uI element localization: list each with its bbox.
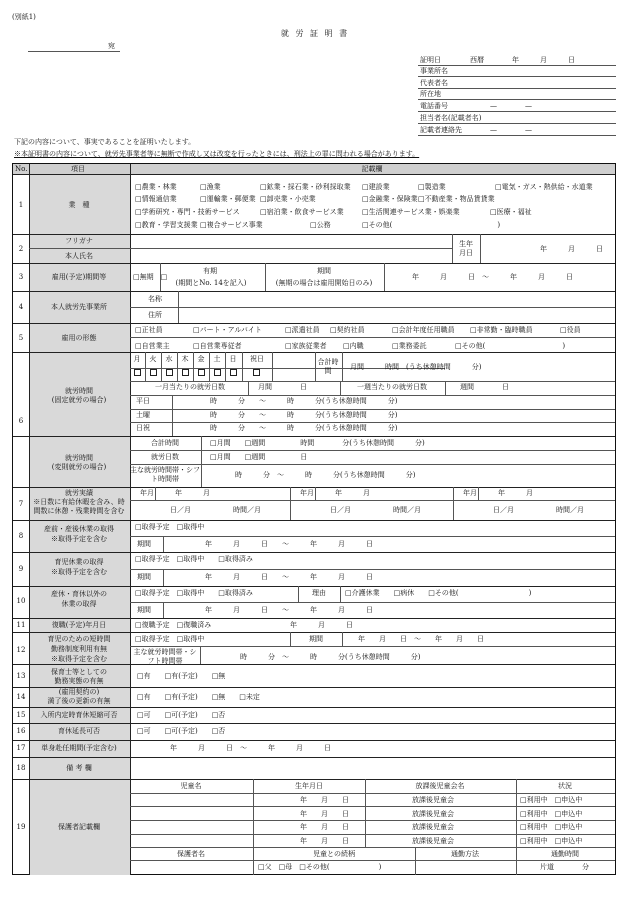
holiday-label: 祝日 bbox=[250, 355, 264, 363]
schedule-time-field[interactable]: 時 分 〜 時 分(うち休憩時間 分) bbox=[210, 397, 398, 405]
intro-text: 下記の内容について、事実であることを証明いたします。 bbox=[14, 138, 196, 146]
status-checkbox[interactable]: □利用中 □申込中 bbox=[520, 810, 583, 818]
period-field[interactable]: 年 月 日 〜 年 月 日 bbox=[205, 606, 373, 614]
row-label: 復職(予定)年月日 bbox=[51, 621, 107, 629]
industry-checkbox[interactable]: □生活関連サービス業・娯楽業 bbox=[362, 208, 460, 216]
weekday-label: 金 bbox=[197, 355, 205, 363]
employment-checkbox[interactable]: □パート・アルバイト bbox=[193, 326, 262, 334]
row-sublabel: 勤務実態の有無 bbox=[54, 677, 104, 685]
leave-extend-checkbox[interactable]: □可 □可(予定) □否 bbox=[137, 727, 226, 735]
variable-total-label: 合計時間 bbox=[151, 439, 179, 447]
row-number: 3 bbox=[18, 273, 24, 281]
renewal-checkbox[interactable]: □有 □有(予定) □無 □未定 bbox=[137, 693, 260, 701]
schedule-day-label: 日祝 bbox=[136, 424, 150, 432]
employment-checkbox[interactable]: □業務委託 bbox=[392, 342, 427, 350]
industry-checkbox[interactable]: □建設業 bbox=[362, 183, 390, 191]
actual-days-hours-field[interactable]: 日／月 時間／月 bbox=[170, 506, 261, 514]
row-number: 19 bbox=[16, 823, 26, 831]
employment-checkbox[interactable]: □契約社員 bbox=[330, 326, 365, 334]
row-number: 16 bbox=[16, 727, 26, 735]
row-label: 雇用の形態 bbox=[61, 334, 97, 342]
warning-text: ※本証明書の内容について、就労先事業者等に無断で作成し又は改変を行ったときには、刑法上の罪に問われる場合があります。 bbox=[14, 150, 420, 158]
variable-days-field[interactable]: □月間 □週間 日 bbox=[210, 453, 308, 461]
employment-checkbox[interactable]: □自営業専従者 bbox=[193, 342, 242, 350]
variable-band-field[interactable]: 時 分 〜 時 分(うち休憩時間 分) bbox=[235, 471, 416, 479]
return-checkbox[interactable]: □復職予定 □復職済み bbox=[135, 621, 212, 629]
industry-checkbox[interactable]: □卸売業・小売業 bbox=[260, 195, 316, 203]
weekday-label: 木 bbox=[181, 355, 189, 363]
weekday-checkbox[interactable] bbox=[182, 369, 190, 377]
row-label: 本人就労先事業所 bbox=[51, 303, 107, 311]
weekday-label: 月 bbox=[133, 355, 141, 363]
schedule-day-label: 土曜 bbox=[136, 411, 150, 419]
issuer-label: 所在地 bbox=[420, 90, 441, 98]
guardian-name-header: 保護者名 bbox=[177, 850, 205, 858]
period-field[interactable]: 年 月 日 〜 年 月 日 bbox=[205, 573, 373, 581]
row-number: 10 bbox=[16, 597, 26, 605]
club-name-header: 放課後児童会名 bbox=[415, 782, 465, 790]
industry-checkbox[interactable]: □鉱業・採石業・砂利採取業 bbox=[260, 183, 351, 191]
monthly-days-label: 一月当たりの就労日数 bbox=[155, 383, 225, 391]
period-label: 期間 bbox=[137, 606, 151, 614]
header-field: 記載欄 bbox=[361, 165, 383, 173]
child-dob-field[interactable]: 年 月 日 bbox=[300, 810, 349, 818]
other-leave-checkbox[interactable]: □取得予定 □取得中 □取得済み bbox=[135, 589, 253, 597]
industry-checkbox[interactable]: □宿泊業・飲食サービス業 bbox=[260, 208, 344, 216]
leave-shorten-checkbox[interactable]: □可 □可(予定) □否 bbox=[137, 711, 226, 719]
indefinite-checkbox[interactable]: □無期 □ bbox=[133, 273, 168, 281]
variable-total-field[interactable]: □月間 □週間 時間 分(うち休憩時間 分) bbox=[210, 439, 425, 447]
club-name-field[interactable]: 放課後児童会 bbox=[412, 810, 454, 818]
employment-checkbox[interactable]: □役員 bbox=[560, 326, 581, 334]
issuer-value-field[interactable]: 西暦 年 月 日 bbox=[470, 56, 575, 64]
short-band-label: 主な就労時間帯・シフト時間帯 bbox=[133, 648, 197, 665]
return-date-field[interactable]: 年 月 日 bbox=[290, 621, 353, 629]
total-hours-label: 合計時間 bbox=[317, 358, 339, 375]
row-label: 産前・産後休業の取得 bbox=[44, 525, 114, 533]
industry-checkbox[interactable]: □運輸業・郵便業 bbox=[200, 195, 256, 203]
club-name-field[interactable]: 放課後児童会 bbox=[412, 837, 454, 845]
weekday-label: 土 bbox=[213, 355, 221, 363]
nursery-staff-checkbox[interactable]: □有 □有(予定) □無 bbox=[137, 672, 226, 680]
industry-checkbox[interactable]: □不動産業・物品賃貸業 bbox=[418, 195, 495, 203]
weekday-checkbox[interactable] bbox=[230, 369, 238, 377]
row-label: 単身赴任期間(予定含む) bbox=[41, 744, 117, 752]
attachment-label: (別紙1) bbox=[12, 13, 36, 21]
weekday-label: 水 bbox=[165, 355, 173, 363]
row-number: 9 bbox=[18, 565, 24, 573]
club-name-field[interactable]: 放課後児童会 bbox=[412, 796, 454, 804]
weekly-days-field[interactable]: 週間 日 bbox=[460, 383, 509, 391]
row-number: 14 bbox=[16, 693, 26, 701]
dob-field[interactable]: 年 月 日 bbox=[540, 245, 603, 253]
row-number: 12 bbox=[16, 646, 26, 654]
issuer-value-field[interactable]: — — bbox=[490, 102, 532, 110]
industry-checkbox[interactable]: □医療・福祉 bbox=[490, 208, 532, 216]
row-number: 18 bbox=[16, 764, 26, 772]
row-label: 育児のための短時間 bbox=[47, 635, 111, 643]
issuer-label: 事業所名 bbox=[420, 67, 448, 75]
weekday-checkbox[interactable] bbox=[134, 369, 142, 377]
fixed-term-note: (期間とNo. 14を記入) bbox=[175, 279, 247, 287]
issuer-label: 証明日 bbox=[420, 56, 441, 64]
row-number: 7 bbox=[18, 500, 24, 508]
child-dob-field[interactable]: 年 月 日 bbox=[300, 823, 349, 831]
weekday-checkbox[interactable] bbox=[150, 369, 158, 377]
relation-checkbox[interactable]: □父 □母 □その他( ) bbox=[258, 863, 382, 871]
variable-days-label: 就労日数 bbox=[151, 453, 179, 461]
issuer-label: 代表者名 bbox=[420, 79, 448, 87]
weekday-checkbox[interactable] bbox=[166, 369, 174, 377]
workplace-address-label: 住所 bbox=[148, 311, 162, 319]
row-number: 4 bbox=[18, 303, 24, 311]
industry-checkbox[interactable]: □複合サービス事業 bbox=[200, 221, 263, 229]
row-label: 育休延長可否 bbox=[58, 727, 100, 735]
issuer-label: 記載者連絡先 bbox=[420, 126, 462, 134]
child-dob-header: 生年月日 bbox=[295, 782, 323, 790]
header-item: 項目 bbox=[71, 165, 85, 173]
row-number: 17 bbox=[16, 744, 26, 752]
row-number: 13 bbox=[16, 672, 26, 680]
workplace-name-label: 名称 bbox=[148, 295, 162, 303]
childcare-leave-checkbox[interactable]: □取得予定 □取得中 □取得済み bbox=[135, 555, 253, 563]
period-field[interactable]: 年 月 日 〜 年 月 日 bbox=[358, 635, 484, 643]
commute-time-field[interactable]: 片道 分 bbox=[540, 863, 589, 871]
status-header: 状況 bbox=[558, 782, 572, 790]
issuer-value-field[interactable]: — — bbox=[490, 126, 532, 134]
industry-checkbox[interactable]: □情報通信業 bbox=[135, 195, 177, 203]
row-label: 保護者記載欄 bbox=[58, 823, 100, 831]
short-band-field[interactable]: 時 分 〜 時 分(うち休憩時間 分) bbox=[240, 653, 421, 661]
weekday-checkbox[interactable] bbox=[198, 369, 206, 377]
row-sublabel: ※取得予定を含む bbox=[51, 535, 107, 543]
holiday-checkbox[interactable] bbox=[253, 369, 261, 377]
row-number: 15 bbox=[16, 711, 26, 719]
document-title: 就 労 証 明 書 bbox=[280, 29, 350, 38]
employment-checkbox[interactable]: □家族従業者 bbox=[285, 342, 327, 350]
row-sublabel: 休業の取得 bbox=[61, 600, 97, 608]
industry-checkbox[interactable]: □電気・ガス・熱供給・水道業 bbox=[495, 183, 593, 191]
industry-checkbox[interactable]: □漁業 bbox=[200, 183, 221, 191]
row-label: 就労実績 bbox=[65, 489, 93, 497]
actual-days-hours-field[interactable]: 日／月 時間／月 bbox=[330, 506, 421, 514]
employment-checkbox[interactable]: □内職 bbox=[343, 342, 364, 350]
industry-checkbox[interactable]: □金融業・保険業 bbox=[362, 195, 418, 203]
row-number: 2 bbox=[18, 245, 24, 253]
period-field[interactable]: 年 月 日 〜 年 月 日 bbox=[205, 540, 373, 548]
employment-checkbox[interactable]: □自営業主 bbox=[135, 342, 170, 350]
reason-label: 理由 bbox=[312, 589, 326, 597]
row-number: 1 bbox=[18, 201, 24, 209]
row-sublabel: (固定就労の場合) bbox=[51, 396, 107, 404]
schedule-time-field[interactable]: 時 分 〜 時 分(うち休憩時間 分) bbox=[210, 424, 398, 432]
child-name-header: 児童名 bbox=[180, 782, 202, 790]
industry-checkbox[interactable]: □教育・学習支援業 bbox=[135, 221, 198, 229]
issuer-label: 電話番号 bbox=[420, 102, 448, 110]
employment-checkbox[interactable]: □会計年度任用職員 bbox=[392, 326, 455, 334]
monthly-hours-field[interactable]: 月間 時間 (うち休憩時間 分) bbox=[350, 363, 482, 371]
status-checkbox[interactable]: □利用中 □申込中 bbox=[520, 823, 583, 831]
industry-checkbox[interactable]: □農業・林業 bbox=[135, 183, 177, 191]
club-name-field[interactable]: 放課後児童会 bbox=[412, 823, 454, 831]
row-number: 8 bbox=[18, 532, 24, 540]
row-label: 入所内定時育休短縮可否 bbox=[40, 711, 118, 719]
industry-checkbox[interactable]: □製造業 bbox=[418, 183, 446, 191]
furigana-label: フリガナ bbox=[65, 237, 93, 245]
row-sublabel: 勤務制度利用有無 bbox=[51, 645, 107, 653]
header-no: No. bbox=[15, 165, 28, 173]
row-sublabel: ※取得予定を含む bbox=[51, 568, 107, 576]
row-label: 育児休業の取得 bbox=[54, 558, 104, 566]
issuer-label: 担当者名(記載者名) bbox=[420, 114, 482, 122]
addressee-suffix: 宛 bbox=[108, 42, 115, 50]
industry-checkbox[interactable]: □公務 bbox=[310, 221, 331, 229]
row-label: 業 種 bbox=[68, 201, 90, 209]
employment-checkbox[interactable]: □派遣社員 bbox=[285, 326, 320, 334]
period-note: (無期の場合は雇用開始日のみ) bbox=[275, 279, 373, 287]
actual-month-field[interactable]: 年月 年 月 bbox=[463, 489, 533, 497]
period-field[interactable]: 年 月 日 〜 年 月 日 bbox=[412, 273, 573, 281]
period-label: 期間 bbox=[309, 635, 323, 643]
dob-label: 生年月日 bbox=[459, 240, 473, 257]
row-sublabel: (変則就労の場合) bbox=[51, 463, 107, 471]
row-label: 就労時間 bbox=[65, 387, 93, 395]
commute-method-header: 通勤方法 bbox=[451, 850, 479, 858]
period-label: 期間 bbox=[137, 573, 151, 581]
industry-checkbox[interactable]: □その他( ) bbox=[362, 221, 501, 229]
commute-time-header: 通勤時間 bbox=[551, 850, 579, 858]
employment-checkbox[interactable]: □正社員 bbox=[135, 326, 163, 334]
weekly-days-label: 一週当たりの就労日数 bbox=[357, 383, 427, 391]
period-label: 期間 bbox=[137, 540, 151, 548]
actual-days-hours-field[interactable]: 日／月 時間／月 bbox=[493, 506, 584, 514]
fixed-term-label: 有期 bbox=[203, 267, 217, 275]
actual-month-field[interactable]: 年月 年 月 bbox=[300, 489, 370, 497]
row-note: 間数に休憩・残業時間を含む bbox=[33, 507, 125, 515]
row-number: 5 bbox=[18, 334, 24, 342]
employment-checkbox[interactable]: □非常勤・臨時職員 bbox=[470, 326, 533, 334]
row-label: 就労時間 bbox=[65, 454, 93, 462]
child-dob-field[interactable]: 年 月 日 bbox=[300, 837, 349, 845]
reason-checkbox[interactable]: □介護休業 □病休 □その他( ) bbox=[345, 589, 532, 597]
schedule-time-field[interactable]: 時 分 〜 時 分(うち休憩時間 分) bbox=[210, 411, 398, 419]
child-dob-field[interactable]: 年 月 日 bbox=[300, 796, 349, 804]
row-label: 産休・育休以外の bbox=[51, 590, 107, 598]
variable-band-label: 主な就労時間帯・シフト時間帯 bbox=[130, 466, 200, 483]
row-note: ※日数に有給休暇を含み、時 bbox=[33, 498, 125, 506]
remarks-label: 備 考 欄 bbox=[66, 764, 92, 772]
name-label: 本人氏名 bbox=[65, 252, 93, 260]
weekday-label: 火 bbox=[149, 355, 157, 363]
single-posting-field[interactable]: 年 月 日 〜 年 月 日 bbox=[170, 744, 331, 752]
relation-header: 児童との続柄 bbox=[313, 850, 355, 858]
short-hours-checkbox[interactable]: □取得予定 □取得中 bbox=[135, 635, 205, 643]
row-number: 11 bbox=[16, 621, 26, 629]
status-checkbox[interactable]: □利用中 □申込中 bbox=[520, 796, 583, 804]
status-checkbox[interactable]: □利用中 □申込中 bbox=[520, 837, 583, 845]
row-label: 保育士等としての bbox=[51, 668, 107, 676]
row-label: 雇用(予定)期間等 bbox=[51, 273, 107, 281]
row-sublabel: 満了後の更新の有無 bbox=[47, 697, 111, 705]
actual-month-field[interactable]: 年月 年 月 bbox=[140, 489, 210, 497]
row-sublabel: ※取得予定を含む bbox=[51, 655, 107, 663]
row-label: (雇用契約の) bbox=[58, 688, 100, 696]
schedule-day-label: 平日 bbox=[136, 397, 150, 405]
period-label: 期間 bbox=[317, 267, 331, 275]
employment-checkbox[interactable]: □その他( ) bbox=[455, 342, 566, 350]
monthly-days-field[interactable]: 月間 日 bbox=[258, 383, 307, 391]
industry-checkbox[interactable]: □学術研究・専門・技術サービス bbox=[135, 208, 240, 216]
weekday-label: 日 bbox=[229, 355, 237, 363]
row-number: 6 bbox=[18, 417, 24, 425]
weekday-checkbox[interactable] bbox=[214, 369, 222, 377]
maternity-leave-checkbox[interactable]: □取得予定 □取得中 bbox=[135, 523, 205, 531]
